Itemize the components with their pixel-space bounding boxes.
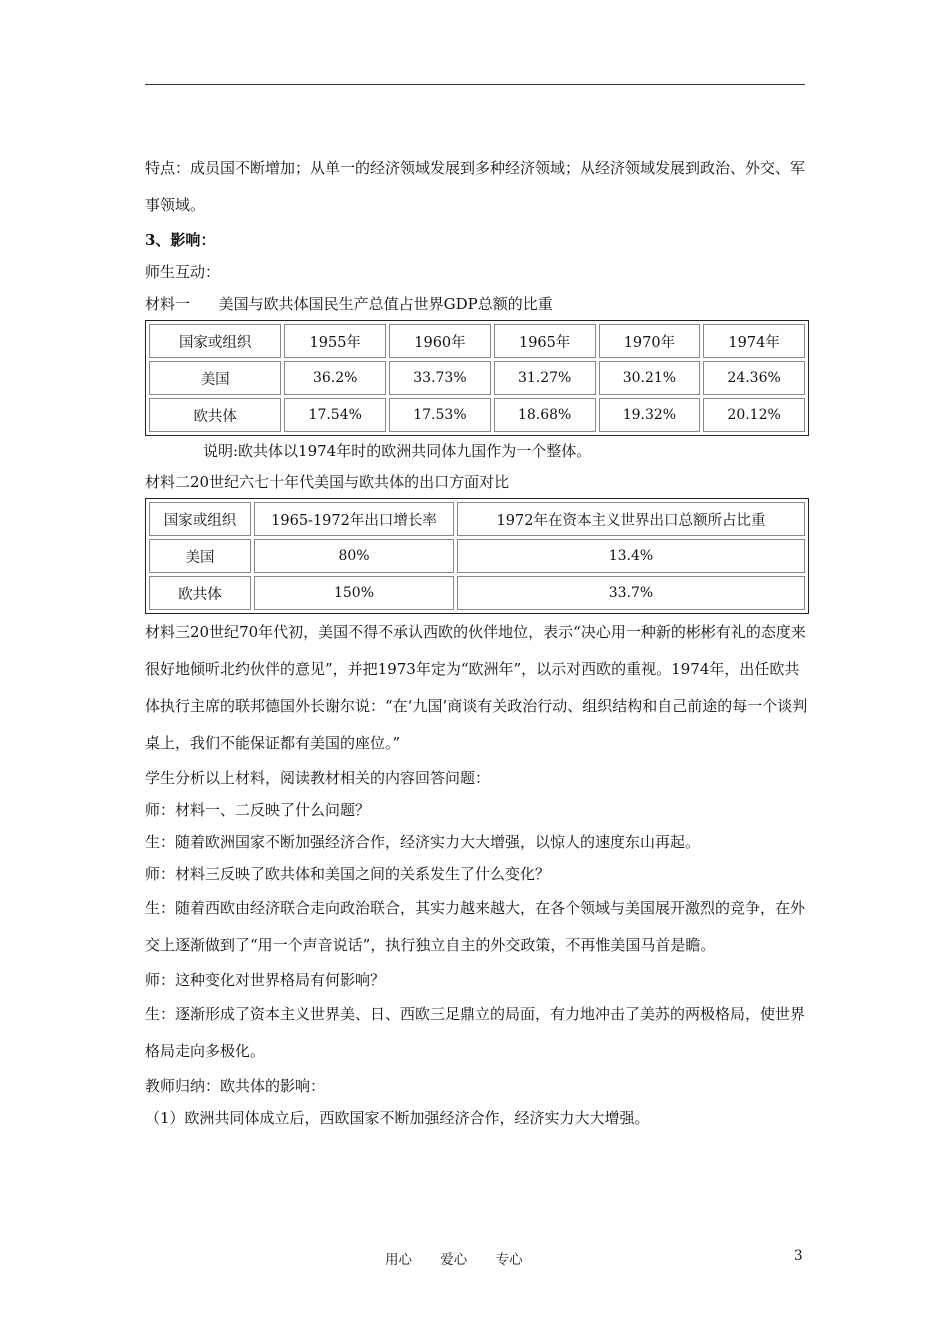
footer-motto-word: 用心	[385, 1252, 412, 1268]
table-cell: 80%	[254, 539, 454, 573]
table-cell: 欧共体	[149, 576, 251, 610]
student-answer-3: 生：逐渐形成了资本主义世界美、日、西欧三足鼎立的局面，有力地冲击了美苏的两极格局，使世界格局走向多极化。	[145, 1005, 806, 1060]
summary-item-1: （1）欧洲共同体成立后，西欧国家不断加强经济合作，经济实力大大增强。	[145, 1109, 650, 1127]
table-cell: 33.7%	[457, 576, 805, 610]
table-cell: 33.73%	[389, 361, 491, 395]
table-cell: 36.2%	[284, 361, 386, 395]
table-cell: 30.21%	[599, 361, 701, 395]
table-row	[149, 398, 805, 432]
footer-motto-word: 专心	[495, 1252, 523, 1268]
student-answer-1: 生：随着欧洲国家不断加强经济合作，经济实力大大增强，以惊人的速度东山再起。	[145, 833, 701, 851]
table-header-row	[149, 324, 805, 358]
table-row	[149, 361, 805, 395]
table-cell: 美国	[149, 361, 281, 395]
features-paragraph: 特点：成员国不断增加；从单一的经济领域发展到多种经济领域；从经济领域发展到政治、外交、军事领域。	[145, 159, 806, 214]
teacher-question-2: 师：材料三反映了欧共体和美国之间的关系发生了什么变化？	[145, 865, 551, 883]
table-cell: 24.36%	[703, 361, 805, 395]
table-cell: 18.68%	[494, 398, 596, 432]
table-cell: 13.4%	[457, 539, 805, 573]
table-header-cell: 1965年	[494, 324, 596, 358]
summary-title: 教师归纳：欧共体的影响：	[145, 1077, 326, 1095]
table-header-cell: 国家或组织	[149, 502, 251, 536]
table-row	[149, 576, 805, 610]
table-cell: 31.27%	[494, 361, 596, 395]
table-cell: 美国	[149, 539, 251, 573]
table-header-cell: 1970年	[599, 324, 701, 358]
student-task: 学生分析以上材料，阅读教材相关的内容回答问题：	[145, 769, 491, 787]
table-header-cell: 1974年	[703, 324, 805, 358]
table-export-comparison	[145, 498, 809, 614]
material3-paragraph: 材料三20世纪70年代初，美国不得不承认西欧的伙伴地位，表示“决心用一种新的彬彬有礼的态度来很好地倾听北约伙伴的意见”，并把1973年定为“欧洲年”，以示对西欧的重视。1974年，出任欧共体执行主席的联邦德国外长谢尔说：“在‘九国’商谈有关政治行动、组织结构和自己前途的每一个谈判桌上，我们不能保证都有美国的座位。”	[145, 623, 808, 752]
table-cell: 欧共体	[149, 398, 281, 432]
material1-title: 材料一 美国与欧共体国民生产总值占世界GDP总额的比重	[145, 295, 553, 313]
table-header-row	[149, 502, 805, 536]
header-rule	[145, 84, 805, 85]
table-note: 说明:欧共体以1974年时的欧洲共同体九国作为一个整体。	[203, 442, 592, 460]
table-cell: 20.12%	[703, 398, 805, 432]
interaction-label: 师生互动：	[145, 263, 221, 281]
student-answer-2: 生：随着西欧由经济联合走向政治联合，其实力越来越大，在各个领域与美国展开激烈的竞争，在外交上逐渐做到了“用一个声音说话”，执行独立自主的外交政策，不再惟美国马首是瞻。	[145, 899, 806, 954]
material2-title: 材料二20世纪六七十年代美国与欧共体的出口方面对比	[145, 473, 510, 491]
table-gdp-share	[145, 320, 809, 436]
page-content	[145, 150, 810, 1134]
table-header-cell: 1960年	[389, 324, 491, 358]
table-header-cell: 1955年	[284, 324, 386, 358]
table-header-cell: 国家或组织	[149, 324, 281, 358]
table-row	[149, 539, 805, 573]
section-heading: 3、影响：	[145, 231, 216, 249]
teacher-question-1: 师：材料一、二反映了什么问题？	[145, 801, 371, 819]
footer-motto-word: 爱心	[440, 1252, 468, 1268]
table-header-cell: 1965-1972年出口增长率	[254, 502, 454, 536]
page-number: 3	[794, 1248, 803, 1264]
teacher-question-3: 师：这种变化对世界格局有何影响？	[145, 971, 386, 989]
table-cell: 150%	[254, 576, 454, 610]
table-cell: 17.54%	[284, 398, 386, 432]
footer-motto	[385, 1248, 547, 1268]
table-cell: 19.32%	[599, 398, 701, 432]
table-header-cell: 1972年在资本主义世界出口总额所占比重	[457, 502, 805, 536]
table-cell: 17.53%	[389, 398, 491, 432]
